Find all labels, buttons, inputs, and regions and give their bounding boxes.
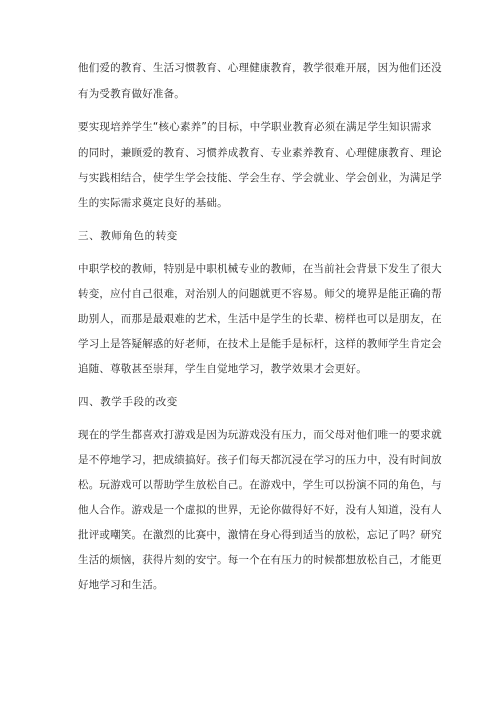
paragraph-2-line-4: 生的实际需求奠定良好的基础。 (78, 197, 228, 209)
paragraph-3-line-1: 中职学校的教师，特别是中职机械专业的教师，在当前社会背景下发生了很大 (78, 263, 442, 275)
section-heading-3: 三、教师角色的转变 (78, 230, 178, 242)
paragraph-4-line-6: 生活的烦恼，获得片刻的安宁。每一个在有压力的时候都想放松自己，才能更 (78, 554, 442, 566)
paragraph-1-line-2: 有为受教育做好准备。 (78, 88, 185, 100)
paragraph-3-line-3: 助别人，而那是最艰难的艺术，生活中是学生的长辈、榜样也可以是朋友，在 (78, 313, 442, 325)
paragraph-4-line-4: 他人合作。游戏是一个虚拟的世界，无论你做得好不好，没有人知道，没有人 (78, 504, 442, 516)
paragraph-4-line-3: 松。玩游戏可以帮助学生放松自己。在游戏中，学生可以扮演不同的角色，与 (78, 479, 442, 491)
paragraph-2-line-1: 要实现培养学生“核心素养”的目标，中学职业教育必须在满足学生知识需求 (78, 121, 432, 133)
paragraph-3-line-4: 学习上是答疑解惑的好老师，在技术上是能手是标杆，这样的教师学生肯定会 (78, 338, 442, 350)
paragraph-4-line-5: 批评或嘲笑。在激烈的比赛中，激情在身心得到适当的放松，忘记了吗？研究 (78, 529, 442, 541)
paragraph-3-line-2: 转变，应付自己很难，对治别人的问题就更不容易。师父的境界是能正确的帮 (78, 288, 442, 300)
paragraph-4-line-7: 好地学习和生活。 (78, 579, 164, 591)
paragraph-1-line-1: 他们爱的教育、生活习惯教育、心理健康教育，教学很难开展，因为他们还没 (78, 62, 442, 74)
paragraph-3-line-5: 追随、尊敬甚至崇拜，学生自觉地学习，教学效果才会更好。 (78, 363, 367, 375)
paragraph-4-line-2: 是不停地学习，把成绩搞好。孩子们每天都沉浸在学习的压力中，没有时间放 (78, 454, 442, 466)
section-heading-4: 四、教学手段的改变 (78, 396, 178, 408)
paragraph-2-line-2: 的同时，兼顾爱的教育、习惯养成教育、专业素养教育、心理健康教育、理论 (78, 147, 442, 159)
paragraph-2-line-3: 与实践相结合，使学生学会技能、学会生存、学会就业、学会创业，为满足学 (78, 172, 442, 184)
paragraph-4-line-1: 现在的学生都喜欢打游戏是因为玩游戏没有压力，而父母对他们唯一的要求就 (78, 429, 442, 441)
